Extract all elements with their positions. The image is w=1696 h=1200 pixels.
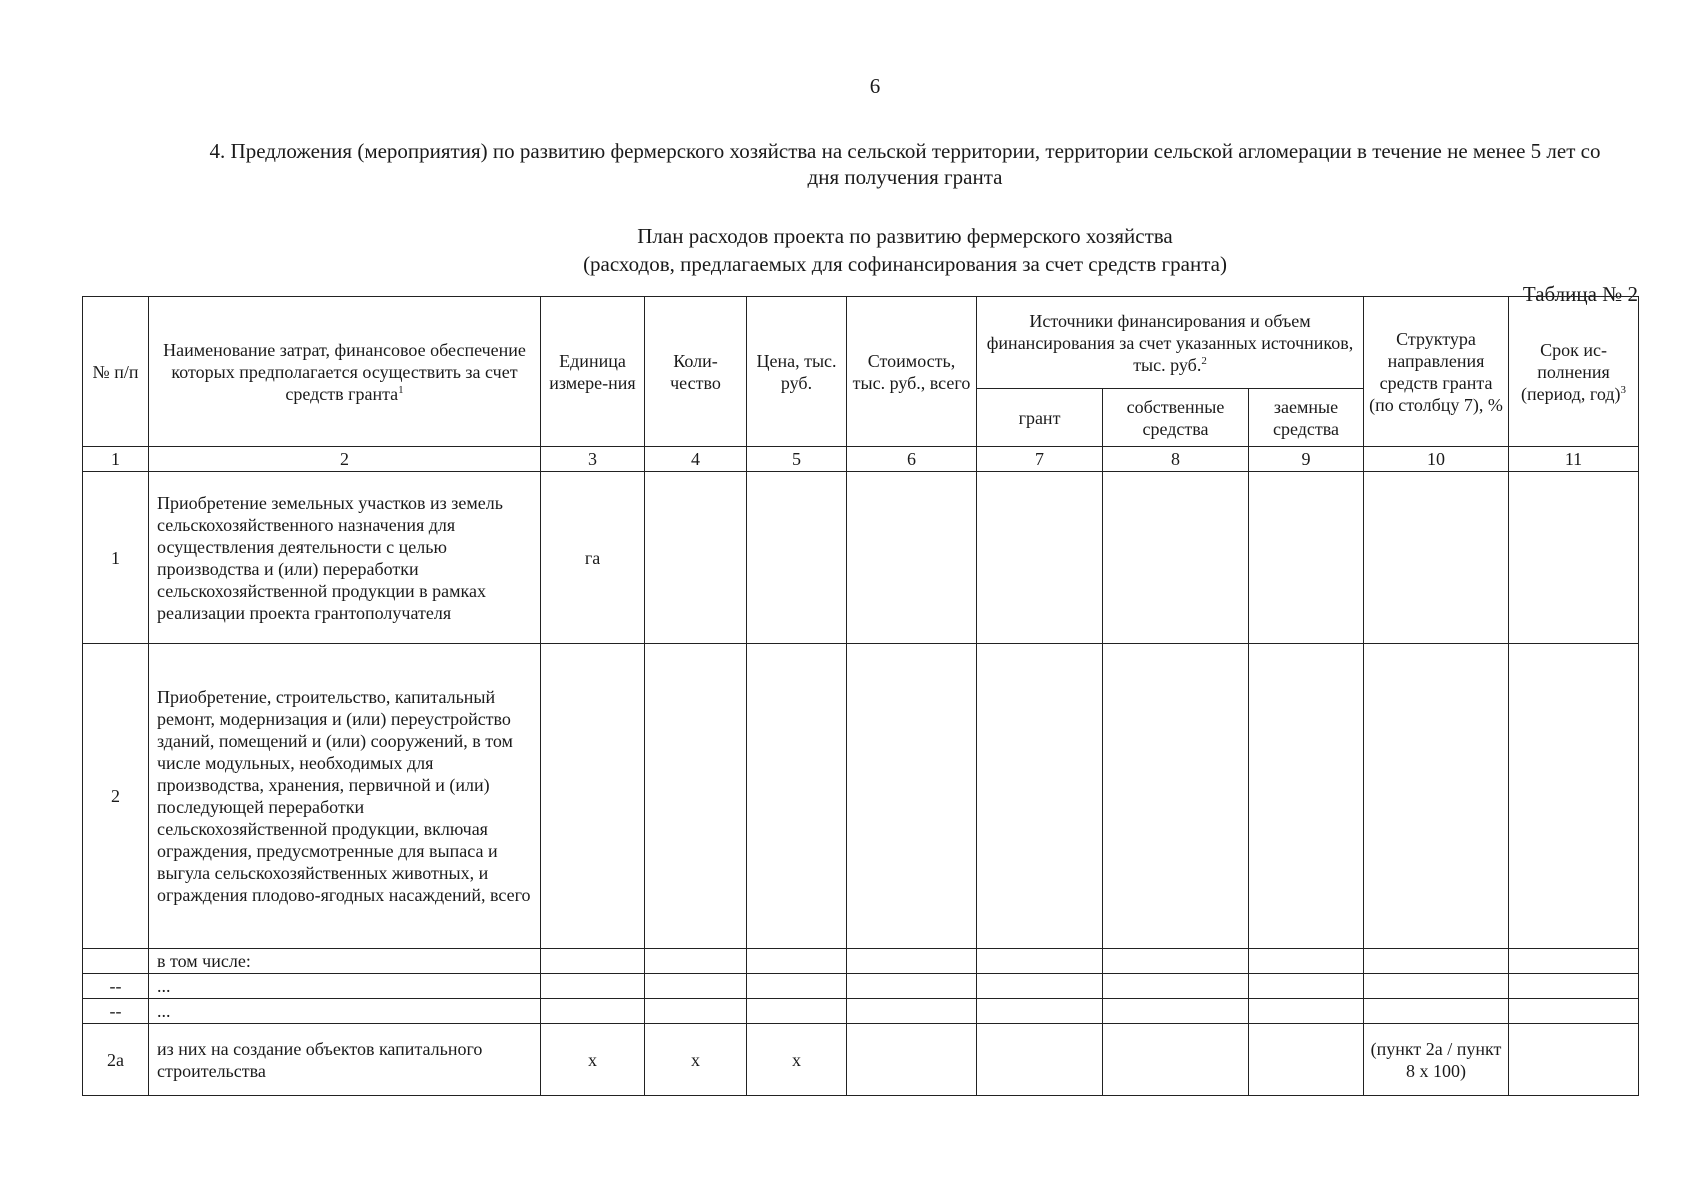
row-own-funds [1103,1024,1249,1096]
row-borrowed-funds [1249,1024,1364,1096]
header-term [1509,297,1639,447]
row-price [747,644,847,949]
header-unit: Единица измере-ния [541,297,645,447]
row-borrowed-funds [1249,999,1364,1024]
row-price: х [747,1024,847,1096]
header-num: № п/п [83,297,149,447]
header-grant: грант [977,389,1103,447]
row-price [747,999,847,1024]
header-name [149,297,541,447]
row-grant [977,472,1103,644]
row-own-funds [1103,472,1249,644]
header-structure: Структура направления средств гранта (по столбцу 7), % [1364,297,1509,447]
column-number: 10 [1364,447,1509,472]
row-num: -- [83,974,149,999]
table-row [83,999,1639,1024]
column-number: 7 [977,447,1103,472]
row-grant [977,974,1103,999]
row-term [1509,472,1639,644]
row-cost [847,472,977,644]
row-name: ... [149,974,541,999]
header-row-1 [83,297,1639,389]
column-number: 9 [1249,447,1364,472]
row-quantity [645,472,747,644]
row-structure: (пункт 2а / пункт 8 х 100) [1364,1024,1509,1096]
row-grant [977,644,1103,949]
row-own-funds [1103,999,1249,1024]
column-number: 4 [645,447,747,472]
header-borrowed-funds: заемные средства [1249,389,1364,447]
plan-title-line-2: (расходов, предлагаемых для софинансирования за счет средств гранта) [583,252,1227,276]
row-num: 2 [83,644,149,949]
row-unit [541,999,645,1024]
header-sources-text: Источники финансирования и объем финансирования за счет указанных источников, тыс. руб. [986,310,1354,375]
table-row [83,949,1639,974]
row-num: -- [83,999,149,1024]
row-borrowed-funds [1249,644,1364,949]
row-name: ... [149,999,541,1024]
row-name: Приобретение, строительство, капитальный ремонт, модернизация и (или) переустройство зданий, помещений и (или) сооружений, в том числе модульных, необходимых для производства, хранения, первичной и (или) последующей переработки сельскохозяйственной продукции, включая ограждения, предусмотренные для выпаса и выгула сельскохозяйственных животных, и ограждения плодово-ягодных насаждений, всего [149,644,541,949]
column-number: 1 [83,447,149,472]
row-borrowed-funds [1249,949,1364,974]
table-row [83,472,1639,644]
row-own-funds [1103,949,1249,974]
row-price [747,472,847,644]
header-sources-footnote: 2 [1201,354,1207,367]
row-grant [977,949,1103,974]
row-cost [847,949,977,974]
row-term [1509,1024,1639,1096]
row-unit: га [541,472,645,644]
row-term [1509,949,1639,974]
column-number: 2 [149,447,541,472]
column-number: 11 [1509,447,1639,472]
column-number: 8 [1103,447,1249,472]
header-quantity: Коли-чество [645,297,747,447]
table-label: Таблица № 2 [1522,282,1638,306]
row-cost [847,974,977,999]
row-quantity [645,974,747,999]
row-own-funds [1103,644,1249,949]
row-num: 1 [83,472,149,644]
page-number: 6 [869,74,881,98]
row-term [1509,644,1639,949]
column-number: 5 [747,447,847,472]
row-quantity: х [645,1024,747,1096]
row-name: Приобретение земельных участков из земель сельскохозяйственного назначения для осуществления деятельности с целью производства и (или) переработки сельскохозяйственной продукции в рамках реализации проекта грантополучателя [149,472,541,644]
row-cost [847,1024,977,1096]
header-term-footnote: 3 [1620,383,1626,396]
row-quantity [645,644,747,949]
expense-plan-table [82,296,1639,1096]
header-sources [977,297,1364,389]
row-structure [1364,974,1509,999]
row-structure [1364,949,1509,974]
row-term [1509,999,1639,1024]
table-row [83,974,1639,999]
row-unit [541,949,645,974]
row-borrowed-funds [1249,974,1364,999]
row-quantity [645,949,747,974]
row-structure [1364,644,1509,949]
row-cost [847,999,977,1024]
row-unit [541,644,645,949]
row-structure [1364,472,1509,644]
row-num [83,949,149,974]
column-number: 3 [541,447,645,472]
row-cost [847,644,977,949]
row-term [1509,974,1639,999]
header-term-text: Срок ис-полнения (период, год) [1521,339,1621,404]
plan-title-line-1: План расходов проекта по развитию фермерского хозяйства [637,224,1173,248]
row-unit: х [541,1024,645,1096]
row-structure [1364,999,1509,1024]
column-number: 6 [847,447,977,472]
row-quantity [645,999,747,1024]
row-name: из них на создание объектов капитального строительства [149,1024,541,1096]
section-heading: 4. Предложения (мероприятия) по развитию фермерского хозяйства на сельской территории, территории сельской агломерации в течение не менее 5 лет со дня получения гранта [209,139,1601,189]
row-unit [541,974,645,999]
row-borrowed-funds [1249,472,1364,644]
table-row [83,644,1639,949]
column-numbers-row [83,447,1639,472]
row-own-funds [1103,974,1249,999]
plan-title [400,222,1410,278]
row-grant [977,1024,1103,1096]
row-grant [977,999,1103,1024]
table-row [83,1024,1639,1096]
row-price [747,949,847,974]
header-name-footnote: 1 [398,383,404,396]
row-num: 2а [83,1024,149,1096]
row-name: в том числе: [149,949,541,974]
header-name-text: Наименование затрат, финансовое обеспечение которых предполагается осуществить за счет средств гранта [163,339,526,404]
header-cost: Стоимость, тыс. руб., всего [847,297,977,447]
row-price [747,974,847,999]
header-price: Цена, тыс. руб. [747,297,847,447]
header-own-funds: собственные средства [1103,389,1249,447]
